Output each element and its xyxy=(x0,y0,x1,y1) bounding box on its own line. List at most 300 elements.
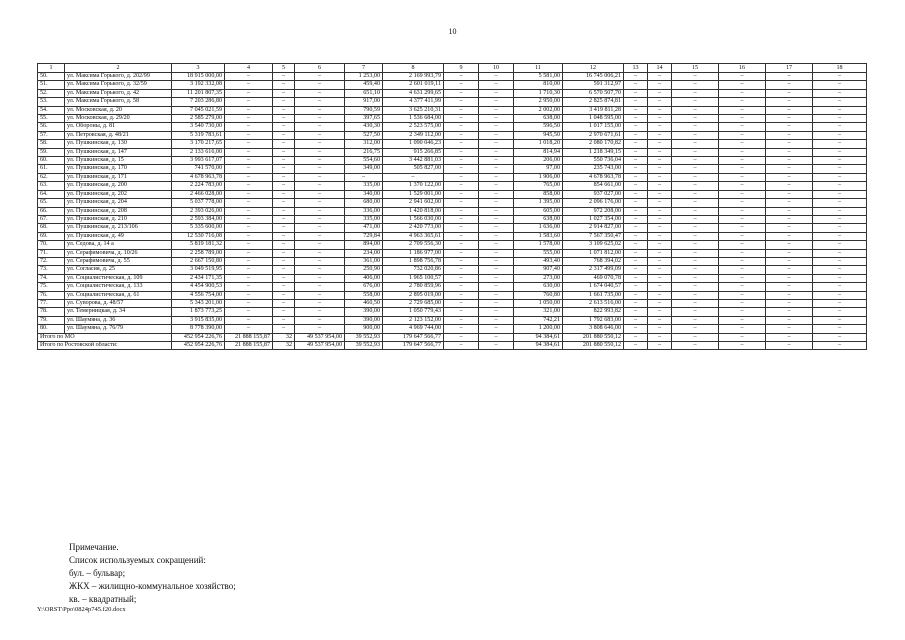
table-cell: – xyxy=(719,266,766,274)
table-cell: – xyxy=(719,182,766,190)
table-cell: – xyxy=(719,131,766,139)
table-cell: – xyxy=(766,157,813,165)
table-cell: 907,40 xyxy=(514,266,563,274)
table-row xyxy=(38,182,867,190)
totals-cell: – xyxy=(813,333,867,341)
table-cell: – xyxy=(766,283,813,291)
table-cell: – xyxy=(444,123,479,131)
table-cell: – xyxy=(766,232,813,240)
table-cell: – xyxy=(624,257,648,265)
table-cell: – xyxy=(479,115,514,123)
row-number: 77. xyxy=(38,299,65,307)
table-cell: – xyxy=(479,140,514,148)
table-cell: 459,40 xyxy=(345,81,383,89)
table-cell: – xyxy=(719,173,766,181)
column-header: 3 xyxy=(172,64,225,73)
table-cell: 3 808 646,00 xyxy=(563,325,624,333)
table-cell: – xyxy=(624,274,648,282)
totals-cell: 21 888 155,87 xyxy=(225,333,273,341)
table-cell: – xyxy=(672,123,719,131)
table-cell: – xyxy=(672,299,719,307)
row-number: 56. xyxy=(38,123,65,131)
table-cell: – xyxy=(273,241,295,249)
table-cell: – xyxy=(444,199,479,207)
totals-cell: 39 552,93 xyxy=(345,342,383,350)
table-cell: – xyxy=(225,148,273,156)
column-header: 17 xyxy=(766,64,813,73)
table-cell: – xyxy=(624,157,648,165)
table-cell: – xyxy=(444,98,479,106)
table-cell: – xyxy=(444,274,479,282)
table-cell: – xyxy=(672,215,719,223)
table-cell: – xyxy=(766,173,813,181)
table-cell: 397,65 xyxy=(345,115,383,123)
table-cell: – xyxy=(479,215,514,223)
row-number: 64. xyxy=(38,190,65,198)
table-cell: 1 661 735,00 xyxy=(563,291,624,299)
table-cell: – xyxy=(672,173,719,181)
row-number: 67. xyxy=(38,215,65,223)
table-cell: – xyxy=(766,182,813,190)
table-cell: – xyxy=(479,173,514,181)
table-cell: 336,00 xyxy=(345,207,383,215)
table-cell: – xyxy=(719,207,766,215)
table-cell: 591 312,97 xyxy=(563,81,624,89)
table-cell: – xyxy=(624,115,648,123)
table-cell: 97,00 xyxy=(514,165,563,173)
table-cell: – xyxy=(273,249,295,257)
table-cell: – xyxy=(624,73,648,81)
row-number: 69. xyxy=(38,232,65,240)
table-cell: – xyxy=(648,190,672,198)
table-cell: 1 420 818,00 xyxy=(383,207,444,215)
table-cell: 206,00 xyxy=(514,157,563,165)
table-cell: 1 906,00 xyxy=(514,173,563,181)
table-cell: – xyxy=(766,308,813,316)
address-cell: ул. Максима Горького, д. 32/59 xyxy=(65,81,172,89)
totals-cell: 452 954 226,76 xyxy=(172,333,225,341)
table-cell: – xyxy=(444,249,479,257)
table-cell: – xyxy=(295,81,345,89)
table-cell: – xyxy=(295,283,345,291)
row-number: 58. xyxy=(38,140,65,148)
table-cell: – xyxy=(648,215,672,223)
table-cell: – xyxy=(719,224,766,232)
table-cell: – xyxy=(624,316,648,324)
table-cell: – xyxy=(444,148,479,156)
table-cell: 2 133 616,00 xyxy=(172,148,225,156)
table-cell: 651,10 xyxy=(345,89,383,97)
table-cell: – xyxy=(766,274,813,282)
table-cell: – xyxy=(225,89,273,97)
table-cell: – xyxy=(273,232,295,240)
table-cell: – xyxy=(766,89,813,97)
table-cell: – xyxy=(624,89,648,97)
table-cell: 1 536 684,00 xyxy=(383,115,444,123)
table-cell: 1 253,00 xyxy=(345,73,383,81)
table-cell: – xyxy=(444,131,479,139)
table-cell: – xyxy=(624,207,648,215)
table-cell: 1 018,20 xyxy=(514,140,563,148)
table-cell: 2 466 028,00 xyxy=(172,190,225,198)
table-cell: – xyxy=(225,325,273,333)
totals-cell: 94 384,61 xyxy=(514,342,563,350)
table-cell: 2 729 685,00 xyxy=(383,299,444,307)
table-cell: 937 027,00 xyxy=(563,190,624,198)
table-cell: – xyxy=(624,325,648,333)
table-cell: – xyxy=(813,165,867,173)
table-row xyxy=(38,199,867,207)
table-cell: – xyxy=(444,115,479,123)
table-cell: – xyxy=(273,89,295,97)
table-cell: – xyxy=(273,274,295,282)
table-cell: – xyxy=(813,190,867,198)
table-cell: 2 780 859,96 xyxy=(383,283,444,291)
table-cell: – xyxy=(273,140,295,148)
table-cell: – xyxy=(444,190,479,198)
table-row xyxy=(38,257,867,265)
table-cell: 1 050,00 xyxy=(514,299,563,307)
table-cell: – xyxy=(295,257,345,265)
table-cell: – xyxy=(813,123,867,131)
table-cell: – xyxy=(225,98,273,106)
table-cell: 527,50 xyxy=(345,131,383,139)
table-row xyxy=(38,283,867,291)
table-cell: 638,00 xyxy=(514,115,563,123)
table-cell: 11 201 807,35 xyxy=(172,89,225,97)
table-cell: 2 420 773,00 xyxy=(383,224,444,232)
table-cell: 1 583,60 xyxy=(514,232,563,240)
table-cell: – xyxy=(273,207,295,215)
row-number: 60. xyxy=(38,157,65,165)
table-cell: 493,40 xyxy=(514,257,563,265)
table-cell: – xyxy=(273,106,295,114)
table-cell: 6 570 507,70 xyxy=(563,89,624,97)
address-cell: ул. Пушкинская, д. 147 xyxy=(65,148,172,156)
table-cell: – xyxy=(295,173,345,181)
table-cell: – xyxy=(766,81,813,89)
table-cell: 900,00 xyxy=(345,325,383,333)
totals-row xyxy=(38,333,867,341)
table-cell: 1 186 977,00 xyxy=(383,249,444,257)
table-cell: – xyxy=(624,173,648,181)
table-cell: 7 203 286,80 xyxy=(172,98,225,106)
row-number: 80. xyxy=(38,325,65,333)
address-cell: ул. Суворова, д. 48/57 xyxy=(65,299,172,307)
table-cell: – xyxy=(479,266,514,274)
table-cell: – xyxy=(648,308,672,316)
table-cell: – xyxy=(225,81,273,89)
totals-cell: 49 537 954,00 xyxy=(295,342,345,350)
column-header: 13 xyxy=(624,64,648,73)
table-cell: – xyxy=(648,266,672,274)
table-cell: – xyxy=(624,106,648,114)
table-cell: – xyxy=(295,274,345,282)
table-cell: – xyxy=(225,173,273,181)
table-row xyxy=(38,308,867,316)
table-cell: – xyxy=(295,190,345,198)
table-cell: 1 050 779,43 xyxy=(383,308,444,316)
table-cell: – xyxy=(444,257,479,265)
table-cell: – xyxy=(672,131,719,139)
table-cell: 460,50 xyxy=(345,299,383,307)
table-cell: – xyxy=(479,89,514,97)
table-cell: – xyxy=(444,157,479,165)
table-cell: – xyxy=(766,190,813,198)
totals-cell: 179 647 566,77 xyxy=(383,333,444,341)
table-cell: – xyxy=(295,224,345,232)
table-cell: – xyxy=(766,249,813,257)
table-cell: 4 556 754,00 xyxy=(172,291,225,299)
table-cell: – xyxy=(719,73,766,81)
table-cell: 972 208,00 xyxy=(563,207,624,215)
table-cell: – xyxy=(444,89,479,97)
table-cell: 2 593 384,00 xyxy=(172,215,225,223)
table-cell: – xyxy=(766,215,813,223)
address-cell: ул. Социалистическая, д. 109 xyxy=(65,274,172,282)
table-cell: – xyxy=(648,106,672,114)
table-cell: 814,94 xyxy=(514,148,563,156)
table-cell: – xyxy=(444,316,479,324)
table-cell: – xyxy=(648,299,672,307)
table-cell: 1 048 595,00 xyxy=(563,115,624,123)
table-row xyxy=(38,98,867,106)
column-header: 9 xyxy=(444,64,479,73)
table-cell: – xyxy=(479,274,514,282)
table-cell: – xyxy=(648,207,672,215)
table-cell: – xyxy=(648,257,672,265)
table-cell: – xyxy=(225,257,273,265)
table-cell: – xyxy=(719,241,766,249)
table-cell: – xyxy=(813,157,867,165)
table-cell: – xyxy=(766,291,813,299)
table-cell: – xyxy=(273,299,295,307)
table-cell: – xyxy=(444,73,479,81)
table-cell: – xyxy=(648,131,672,139)
table-cell: 361,00 xyxy=(345,257,383,265)
table-cell: – xyxy=(225,165,273,173)
table-cell: 2 434 171,35 xyxy=(172,274,225,282)
table-cell: – xyxy=(295,325,345,333)
address-cell: ул. Серафимовича, д. 55 xyxy=(65,257,172,265)
notes-line: Список используемых сокращений: xyxy=(69,555,206,565)
column-header: 16 xyxy=(719,64,766,73)
table-cell: – xyxy=(624,249,648,257)
table-cell: – xyxy=(648,291,672,299)
table-cell: – xyxy=(295,123,345,131)
table-cell: – xyxy=(672,325,719,333)
row-number: 66. xyxy=(38,207,65,215)
table-cell: 4 454 900,53 xyxy=(172,283,225,291)
address-cell: ул. Пушкинская, д. 204 xyxy=(65,199,172,207)
table-cell: – xyxy=(719,257,766,265)
table-cell: – xyxy=(813,283,867,291)
table-cell: – xyxy=(672,249,719,257)
table-cell: – xyxy=(813,291,867,299)
table-row xyxy=(38,207,867,215)
table-cell: 390,00 xyxy=(345,308,383,316)
totals-label: Итого по МО xyxy=(38,333,172,341)
totals-label: Итого по Ростовской области: xyxy=(38,342,172,350)
table-cell: 2 709 556,30 xyxy=(383,241,444,249)
table-cell: 2 667 150,80 xyxy=(172,257,225,265)
table-cell: – xyxy=(444,308,479,316)
table-cell: – xyxy=(479,199,514,207)
table-cell: 349,00 xyxy=(345,165,383,173)
table-cell: – xyxy=(479,241,514,249)
data-table-container xyxy=(37,63,866,350)
column-header: 15 xyxy=(672,64,719,73)
address-cell: ул. Обороны, д. 81 xyxy=(65,123,172,131)
totals-cell: – xyxy=(672,342,719,350)
table-cell: – xyxy=(273,215,295,223)
table-cell: 2 080 170,82 xyxy=(563,140,624,148)
row-number: 52. xyxy=(38,89,65,97)
table-cell: – xyxy=(672,148,719,156)
table-cell: – xyxy=(672,140,719,148)
table-cell: 2 950,00 xyxy=(514,98,563,106)
table-cell: – xyxy=(624,131,648,139)
table-cell: – xyxy=(813,316,867,324)
totals-row xyxy=(38,342,867,350)
row-number: 73. xyxy=(38,266,65,274)
table-cell: – xyxy=(719,325,766,333)
table-cell: 854 661,00 xyxy=(563,182,624,190)
address-cell: ул. Шаумяна, д. 76/79 xyxy=(65,325,172,333)
table-row xyxy=(38,316,867,324)
table-row xyxy=(38,224,867,232)
table-cell: – xyxy=(648,123,672,131)
table-cell: – xyxy=(444,224,479,232)
table-cell: 945,50 xyxy=(514,131,563,139)
table-cell: 630,00 xyxy=(514,283,563,291)
row-number: 74. xyxy=(38,274,65,282)
table-cell: – xyxy=(813,182,867,190)
table-cell: 1 674 040,57 xyxy=(563,283,624,291)
notes-line: ЖКХ – жилищно-коммунальное хозяйство; xyxy=(69,581,236,591)
address-cell: ул. Серафимовича, д. 10/26 xyxy=(65,249,172,257)
table-cell: – xyxy=(444,182,479,190)
table-cell: 2 393 026,00 xyxy=(172,207,225,215)
column-header: 18 xyxy=(813,64,867,73)
table-cell: 4 963 365,61 xyxy=(383,232,444,240)
table-cell: 312,00 xyxy=(345,140,383,148)
table-cell: – xyxy=(273,190,295,198)
totals-cell: – xyxy=(648,333,672,341)
table-cell: 2 970 671,61 xyxy=(563,131,624,139)
table-cell: – xyxy=(672,316,719,324)
table-cell: – xyxy=(766,266,813,274)
table-cell: – xyxy=(479,291,514,299)
table-row xyxy=(38,73,867,81)
table-cell: – xyxy=(624,98,648,106)
table-cell: 2 224 783,00 xyxy=(172,182,225,190)
table-cell: – xyxy=(479,257,514,265)
totals-cell: – xyxy=(813,342,867,350)
table-row xyxy=(38,274,867,282)
table-cell: – xyxy=(295,89,345,97)
row-number: 68. xyxy=(38,224,65,232)
table-cell: – xyxy=(479,190,514,198)
table-row xyxy=(38,325,867,333)
row-number: 50. xyxy=(38,73,65,81)
table-cell: 917,00 xyxy=(345,98,383,106)
table-row xyxy=(38,157,867,165)
table-row xyxy=(38,241,867,249)
table-cell: – xyxy=(225,123,273,131)
file-path: Y:\ORST\Ppo\0824p745.f20.docx xyxy=(37,606,126,613)
table-cell: – xyxy=(295,73,345,81)
table-cell: – xyxy=(648,325,672,333)
table-cell: – xyxy=(766,224,813,232)
table-cell: – xyxy=(273,157,295,165)
address-cell: ул. Пушкинская, д. 200 xyxy=(65,182,172,190)
table-cell: 1 792 683,00 xyxy=(563,316,624,324)
column-header: 12 xyxy=(563,64,624,73)
table-cell: – xyxy=(766,73,813,81)
table-cell: – xyxy=(648,157,672,165)
table-cell: – xyxy=(345,173,383,181)
table-cell: – xyxy=(225,299,273,307)
table-cell: – xyxy=(444,81,479,89)
table-cell: – xyxy=(624,291,648,299)
table-cell: – xyxy=(479,308,514,316)
table-cell: – xyxy=(225,131,273,139)
table-cell: – xyxy=(624,241,648,249)
table-cell: 2 002,00 xyxy=(514,106,563,114)
table-cell: 742,21 xyxy=(514,316,563,324)
table-cell: – xyxy=(444,299,479,307)
table-cell: – xyxy=(479,283,514,291)
table-cell: 2 895 019,00 xyxy=(383,291,444,299)
table-cell: 2 585 279,00 xyxy=(172,115,225,123)
table-cell: 732 020,86 xyxy=(383,266,444,274)
table-header-row xyxy=(38,64,867,73)
address-cell: ул. Пушкинская, д. 171 xyxy=(65,173,172,181)
table-cell: – xyxy=(295,308,345,316)
table-cell: – xyxy=(672,224,719,232)
table-cell: – xyxy=(719,140,766,148)
table-row xyxy=(38,249,867,257)
table-cell: – xyxy=(624,199,648,207)
table-cell: – xyxy=(648,283,672,291)
table-cell: – xyxy=(813,266,867,274)
address-cell: ул. Петровская, д. 48/21 xyxy=(65,131,172,139)
table-cell: – xyxy=(273,325,295,333)
table-row xyxy=(38,165,867,173)
table-cell: – xyxy=(295,98,345,106)
table-cell: – xyxy=(813,224,867,232)
table-cell: 555,00 xyxy=(514,249,563,257)
table-cell: 1 529 001,00 xyxy=(383,190,444,198)
table-cell: – xyxy=(719,199,766,207)
table-cell: – xyxy=(624,308,648,316)
table-cell: 18 915 000,00 xyxy=(172,73,225,81)
table-cell: 768 394,02 xyxy=(563,257,624,265)
totals-cell: – xyxy=(719,342,766,350)
table-cell: – xyxy=(813,173,867,181)
table-cell: – xyxy=(719,283,766,291)
table-cell: – xyxy=(295,266,345,274)
table-cell: – xyxy=(672,207,719,215)
table-cell: – xyxy=(648,232,672,240)
table-cell: 3 419 811,28 xyxy=(563,106,624,114)
table-cell: 1 218 349,15 xyxy=(563,148,624,156)
table-cell: 5 037 778,00 xyxy=(172,199,225,207)
table-cell: – xyxy=(672,257,719,265)
table-cell: – xyxy=(295,215,345,223)
table-cell: 4 631 299,65 xyxy=(383,89,444,97)
